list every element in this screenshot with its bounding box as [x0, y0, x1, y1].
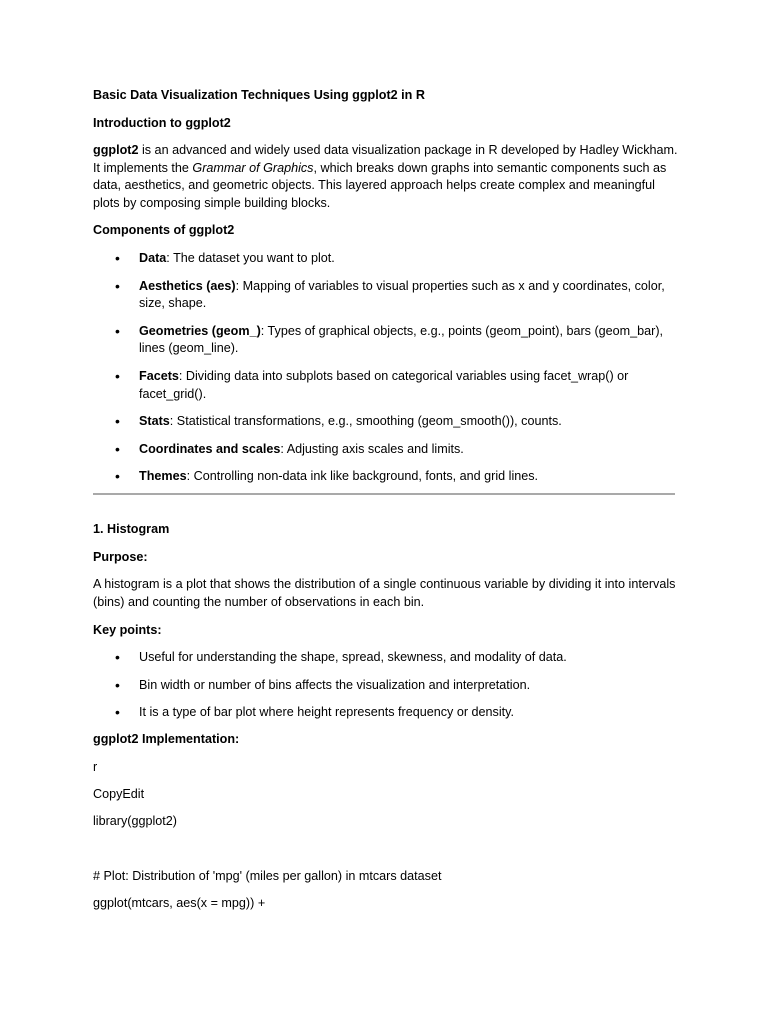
document-title: Basic Data Visualization Techniques Using ggplot2 in R: [93, 88, 425, 102]
purpose-label: Purpose:: [93, 550, 148, 564]
list-item-term: Coordinates and scales: [139, 441, 281, 456]
list-item-desc: : Statistical transformations, e.g., smoothing (geom_smooth()), counts.: [169, 414, 562, 429]
list-item-term: Geometries (geom_): [139, 323, 261, 338]
list-item: • It is a type of bar plot where height represents frequency or density.: [93, 704, 683, 722]
list-item-desc: : Mapping of variables to visual properties such as x and y coordinates, color, size, shape.: [139, 278, 665, 311]
list-item-aesthetics: [93, 278, 683, 313]
code-language-label: r: [93, 760, 98, 774]
intro-text-part1: is an advanced and widely used data visualization package in R developed by Hadley Wickham. It implements the: [93, 143, 678, 175]
intro-term: ggplot2: [93, 143, 139, 157]
purpose-paragraph: A histogram is a plot that shows the distribution of a single continuous variable by dividing it into intervals (bins) and counting the number of observations in each bin.: [93, 577, 676, 609]
list-item-desc: : Controlling non-data ink like background, fonts, and grid lines.: [186, 469, 539, 484]
components-list: [93, 250, 683, 486]
intro-heading: Introduction to ggplot2: [93, 116, 231, 130]
intro-italic-term: Grammar of Graphics: [192, 160, 314, 175]
list-item-stats: [93, 413, 683, 431]
implementation-label: ggplot2 Implementation:: [93, 732, 240, 746]
list-item-term: Aesthetics (aes): [139, 278, 236, 293]
list-item-coordinates: [93, 441, 683, 459]
list-item-term: Stats: [139, 414, 170, 429]
list-item-geometries: [93, 323, 683, 358]
horizontal-divider: [93, 493, 675, 495]
intro-text-part2: , which breaks down graphs into semantic components such as data, aesthetics, and geometric objects. This layered approach helps create complex and meaningful plots by composing simple building blocks.: [93, 160, 667, 210]
list-item-term: Facets: [139, 368, 179, 383]
list-item-desc: : Types of graphical objects, e.g., points (geom_point), bars (geom_bar), lines (geom_line).: [139, 323, 664, 356]
list-item-facets: [93, 368, 683, 403]
list-item-desc: : Dividing data into subplots based on categorical variables using facet_wrap() or facet_grid().: [139, 368, 629, 401]
copy-edit-button[interactable]: CopyEdit: [93, 787, 145, 801]
code-line-library: library(ggplot2): [93, 814, 177, 828]
list-item-term: Data: [139, 251, 167, 265]
histogram-heading: 1. Histogram: [93, 522, 170, 536]
code-line-ggplot: ggplot(mtcars, aes(x = mpg)) +: [93, 896, 266, 910]
list-item-term: Themes: [139, 469, 187, 484]
components-heading: Components of ggplot2: [93, 223, 235, 237]
code-line-comment: # Plot: Distribution of 'mpg' (miles per gallon) in mtcars dataset: [93, 869, 442, 883]
list-item: • Useful for understanding the shape, spread, skewness, and modality of data.: [93, 649, 683, 667]
list-item: • Bin width or number of bins affects the visualization and interpretation.: [93, 677, 683, 695]
list-item-data: [93, 250, 683, 268]
list-item-themes: [93, 468, 683, 486]
intro-paragraph: [93, 142, 683, 212]
list-item-desc: : The dataset you want to plot.: [166, 251, 335, 265]
key-points-label: Key points:: [93, 623, 162, 637]
key-points-list: [93, 649, 683, 722]
list-item-desc: : Adjusting axis scales and limits.: [280, 441, 464, 456]
